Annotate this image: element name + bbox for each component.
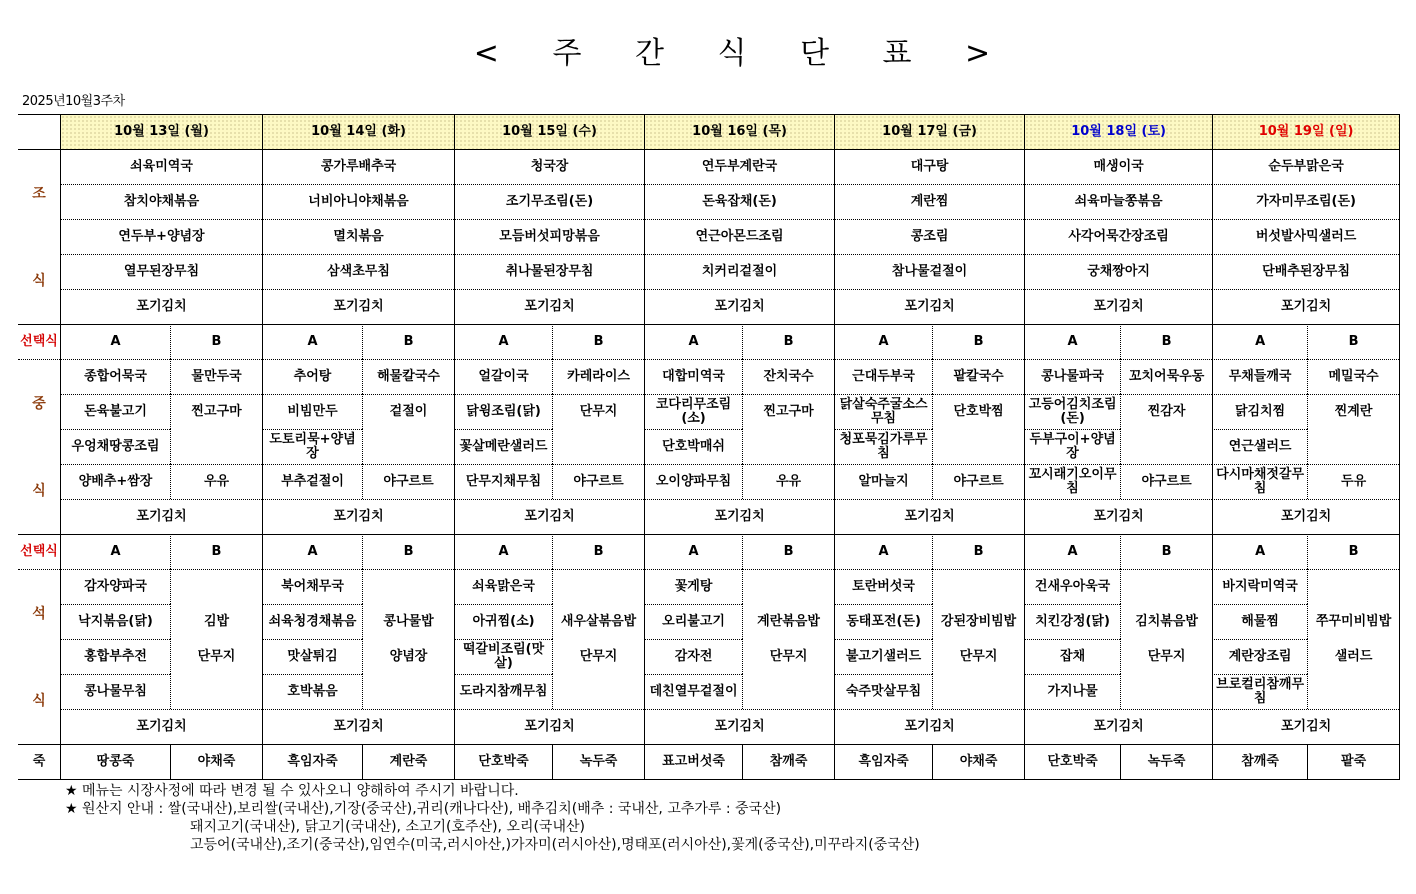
lunch-label (18, 359, 60, 534)
day-header: 10월 18일 (토) (1024, 114, 1212, 149)
lunch-option-b-item: 찐고구마 (742, 394, 834, 429)
lunch-option-a-item: 돈육불고기 (60, 394, 170, 429)
breakfast-item: 연두부계란국 (644, 149, 834, 184)
dinner-option-a-item: 토란버섯국 (834, 569, 932, 604)
dinner-option-b-item (362, 569, 454, 604)
lunch-row (18, 464, 1399, 499)
lunch-option-b-item: 팥칼국수 (932, 359, 1024, 394)
breakfast-item: 포기김치 (644, 289, 834, 324)
lunch-kimchi: 포기김치 (1024, 499, 1212, 534)
dinner-option-b-item (170, 674, 262, 709)
dinner-option-b-item (1307, 569, 1399, 604)
lunch-kimchi: 포기김치 (262, 499, 454, 534)
dinner-option-a-item: 불고기샐러드 (834, 639, 932, 674)
dinner-kimchi: 포기김치 (834, 709, 1024, 744)
day-header: 10월 15일 (수) (454, 114, 644, 149)
dinner-option-b-item: 계란볶음밥 (742, 604, 834, 639)
lunch-label-char: 중 (32, 395, 46, 412)
dinner-option-b-item: 샐러드 (1307, 639, 1399, 674)
porridge-b: 계란죽 (362, 744, 454, 779)
porridge-b: 녹두죽 (1120, 744, 1212, 779)
dinner-kimchi-row (18, 709, 1399, 744)
dinner-option-b-item (1120, 569, 1212, 604)
breakfast-item: 쇠육미역국 (60, 149, 262, 184)
lunch-option-b-item: 꼬치어묵우동 (1120, 359, 1212, 394)
breakfast-row (18, 254, 1399, 289)
option-b-label: B (742, 534, 834, 569)
dinner-option-b-item: 김치볶음밥 (1120, 604, 1212, 639)
option-a-label: A (1212, 534, 1307, 569)
dinner-option-a-item: 계란장조림 (1212, 639, 1307, 674)
dinner-kimchi: 포기김치 (454, 709, 644, 744)
dinner-option-a-item: 건새우아욱국 (1024, 569, 1120, 604)
lunch-option-a-item: 양배추+쌈장 (60, 464, 170, 499)
lunch-option-a-item: 근대두부국 (834, 359, 932, 394)
porridge-b: 참깨죽 (742, 744, 834, 779)
dinner-option-b-item (1120, 674, 1212, 709)
lunch-option-a-item: 우엉채땅콩조림 (60, 429, 170, 464)
lunch-option-b-item: 찐고구마 (170, 394, 262, 429)
breakfast-item: 포기김치 (834, 289, 1024, 324)
dinner-option-b-item: 단무지 (552, 639, 644, 674)
dinner-option-a-item: 맛살튀김 (262, 639, 362, 674)
weekly-menu-table (18, 114, 1400, 780)
option-b-label: B (742, 324, 834, 359)
origin-info: ★ 원산지 안내 : 쌀(국내산),보리쌀(국내산),기장(중국산),귀리(캐나다산), 배추김치(배추 : 국내산, 고추가루 : 중국산) (65, 801, 782, 817)
dinner-option-b-item: 단무지 (1120, 639, 1212, 674)
dinner-option-a-item: 치킨강정(닭) (1024, 604, 1120, 639)
porridge-a: 흑임자죽 (262, 744, 362, 779)
breakfast-item: 포기김치 (1212, 289, 1399, 324)
lunch-option-a-item: 알마늘지 (834, 464, 932, 499)
breakfast-item: 참나물겉절이 (834, 254, 1024, 289)
lunch-option-a-item: 닭김치찜 (1212, 394, 1307, 429)
option-b-label: B (932, 324, 1024, 359)
option-a-label: A (60, 534, 170, 569)
dinner-option-a-item: 바지락미역국 (1212, 569, 1307, 604)
breakfast-row (18, 149, 1399, 184)
dinner-option-a-item: 도라지참깨무침 (454, 674, 552, 709)
lunch-option-b-item (170, 429, 262, 464)
breakfast-item: 궁채짱아지 (1024, 254, 1212, 289)
dinner-kimchi: 포기김치 (1024, 709, 1212, 744)
lunch-option-a-item: 고등어김치조림(돈) (1024, 394, 1120, 429)
breakfast-item: 모듬버섯피망볶음 (454, 219, 644, 254)
lunch-option-a-item: 콩나물파국 (1024, 359, 1120, 394)
breakfast-item: 순두부맑은국 (1212, 149, 1399, 184)
dinner-option-a-item: 북어채무국 (262, 569, 362, 604)
option-a-label: A (454, 534, 552, 569)
dinner-row (18, 569, 1399, 604)
lunch-kimchi: 포기김치 (644, 499, 834, 534)
breakfast-row (18, 219, 1399, 254)
lunch-option-a-item: 단호박매쉬 (644, 429, 742, 464)
dinner-option-a-item: 아귀찜(소) (454, 604, 552, 639)
dinner-option-a-item: 브로컬리참깨무침 (1212, 674, 1307, 709)
dinner-option-b-item: 단무지 (742, 639, 834, 674)
day-header: 10월 13일 (월) (60, 114, 262, 149)
lunch-option-a-item: 코다리무조림(소) (644, 394, 742, 429)
dinner-option-a-item: 쇠육청경채볶음 (262, 604, 362, 639)
dinner-option-a-item: 낙지볶음(닭) (60, 604, 170, 639)
dinner-label-char: 석 (32, 605, 46, 622)
breakfast-item: 열무된장무침 (60, 254, 262, 289)
dinner-option-a-item: 떡갈비조림(맛살) (454, 639, 552, 674)
lunch-option-a-item: 부추겉절이 (262, 464, 362, 499)
lunch-option-a-item: 무채들깨국 (1212, 359, 1307, 394)
dinner-option-b-item (932, 569, 1024, 604)
porridge-a: 단호박죽 (454, 744, 552, 779)
option-b-label: B (170, 534, 262, 569)
lunch-option-b-item: 해물칼국수 (362, 359, 454, 394)
porridge-a: 땅콩죽 (60, 744, 170, 779)
corner-cell (18, 114, 60, 149)
option-a-label: A (454, 324, 552, 359)
option-b-label: B (1120, 534, 1212, 569)
breakfast-label-char: 조 (32, 185, 46, 202)
lunch-option-a-item: 대합미역국 (644, 359, 742, 394)
lunch-option-a-item: 두부구이+양념장 (1024, 429, 1120, 464)
option-a-label: A (1024, 534, 1120, 569)
lunch-kimchi: 포기김치 (60, 499, 262, 534)
breakfast-item: 계란찜 (834, 184, 1024, 219)
dinner-option-a-item: 오리불고기 (644, 604, 742, 639)
option-a-label: A (1212, 324, 1307, 359)
breakfast-item: 콩조림 (834, 219, 1024, 254)
breakfast-label-char: 식 (32, 272, 46, 289)
dinner-option-b-item: 콩나물밥 (362, 604, 454, 639)
lunch-option-a-item: 청포묵김가루무침 (834, 429, 932, 464)
dinner-kimchi: 포기김치 (644, 709, 834, 744)
breakfast-item: 삼색초무침 (262, 254, 454, 289)
lunch-option-b-item: 메밀국수 (1307, 359, 1399, 394)
dinner-option-b-item (552, 674, 644, 709)
porridge-b: 야채죽 (932, 744, 1024, 779)
lunch-option-b-item (362, 429, 454, 464)
dinner-option-a-item: 쇠육맑은국 (454, 569, 552, 604)
lunch-option-b-item: 우유 (170, 464, 262, 499)
dinner-label (18, 569, 60, 744)
dinner-option-a-item: 호박볶음 (262, 674, 362, 709)
option-a-label: A (834, 534, 932, 569)
lunch-option-a-item: 도토리묵+양념장 (262, 429, 362, 464)
porridge-a: 참깨죽 (1212, 744, 1307, 779)
dinner-option-a-item: 콩나물무침 (60, 674, 170, 709)
lunch-option-b-item (1120, 429, 1212, 464)
lunch-option-b-item (742, 429, 834, 464)
breakfast-item: 참치야채볶음 (60, 184, 262, 219)
lunch-option-a-item: 비빔만두 (262, 394, 362, 429)
dinner-option-b-item (552, 569, 644, 604)
breakfast-item: 단배추된장무침 (1212, 254, 1399, 289)
dinner-kimchi: 포기김치 (60, 709, 262, 744)
dinner-option-a-item: 숙주맛살무침 (834, 674, 932, 709)
dinner-option-b-item: 새우살볶음밥 (552, 604, 644, 639)
porridge-a: 표고버섯죽 (644, 744, 742, 779)
option-b-label: B (362, 324, 454, 359)
day-header: 10월 17일 (금) (834, 114, 1024, 149)
lunch-option-b-item: 찐감자 (1120, 394, 1212, 429)
breakfast-row (18, 184, 1399, 219)
lunch-option-a-item: 종합어묵국 (60, 359, 170, 394)
header-row (18, 114, 1399, 149)
option-b-label: B (1307, 534, 1399, 569)
lunch-option-a-item: 연근샐러드 (1212, 429, 1307, 464)
select-row (18, 324, 1399, 359)
breakfast-item: 멸치볶음 (262, 219, 454, 254)
option-b-label: B (362, 534, 454, 569)
option-b-label: B (1307, 324, 1399, 359)
option-b-label: B (552, 324, 644, 359)
dinner-kimchi: 포기김치 (262, 709, 454, 744)
breakfast-item: 대구탕 (834, 149, 1024, 184)
option-a-label: A (644, 324, 742, 359)
dinner-label-char: 식 (32, 692, 46, 709)
dinner-option-b-item: 강된장비빔밥 (932, 604, 1024, 639)
breakfast-item: 매생이국 (1024, 149, 1212, 184)
lunch-option-b-item (552, 429, 644, 464)
dinner-row (18, 674, 1399, 709)
lunch-option-b-item (932, 429, 1024, 464)
breakfast-label-text (20, 150, 58, 324)
option-a-label: A (262, 534, 362, 569)
porridge-b: 녹두죽 (552, 744, 644, 779)
lunch-option-b-item (1307, 429, 1399, 464)
notice-text: ★ 메뉴는 시장사정에 따라 변경 될 수 있사오니 양해하여 주시기 바랍니다. (65, 783, 519, 799)
lunch-option-a-item: 닭윙조림(닭) (454, 394, 552, 429)
day-header: 10월 19일 (일) (1212, 114, 1399, 149)
dinner-option-a-item: 해물찜 (1212, 604, 1307, 639)
lunch-option-b-item: 단무지 (552, 394, 644, 429)
dinner-option-b-item (1307, 674, 1399, 709)
breakfast-item: 치커리겉절이 (644, 254, 834, 289)
porridge-row (18, 744, 1399, 779)
dinner-option-b-item: 양념장 (362, 639, 454, 674)
week-label: 2025년10월3주차 (22, 94, 125, 109)
porridge-a: 흑임자죽 (834, 744, 932, 779)
option-a-label: A (644, 534, 742, 569)
lunch-option-a-item: 다시마채젓갈무침 (1212, 464, 1307, 499)
lunch-option-a-item: 닭살숙주굴소스무침 (834, 394, 932, 429)
breakfast-item: 사각어묵간장조림 (1024, 219, 1212, 254)
dinner-option-a-item: 동태포전(돈) (834, 604, 932, 639)
lunch-option-b-item: 물만두국 (170, 359, 262, 394)
lunch-kimchi: 포기김치 (834, 499, 1024, 534)
dinner-option-b-item (170, 569, 262, 604)
dinner-option-b-item (362, 674, 454, 709)
option-a-label: A (834, 324, 932, 359)
breakfast-item: 조기무조림(돈) (454, 184, 644, 219)
dinner-option-b-item: 쭈꾸미비빔밥 (1307, 604, 1399, 639)
lunch-option-b-item: 겉절이 (362, 394, 454, 429)
breakfast-item: 청국장 (454, 149, 644, 184)
breakfast-item: 포기김치 (454, 289, 644, 324)
notes (65, 782, 920, 854)
dinner-option-b-item (742, 569, 834, 604)
dinner-option-a-item: 감자전 (644, 639, 742, 674)
lunch-label-char: 식 (32, 482, 46, 499)
breakfast-item: 너비아니야채볶음 (262, 184, 454, 219)
lunch-option-b-item: 야구르트 (552, 464, 644, 499)
dinner-option-a-item: 홍합부추전 (60, 639, 170, 674)
lunch-option-a-item: 오이양파무침 (644, 464, 742, 499)
dinner-option-b-item: 단무지 (170, 639, 262, 674)
lunch-option-b-item: 두유 (1307, 464, 1399, 499)
dinner-label-text (20, 570, 58, 744)
lunch-option-a-item: 얼갈이국 (454, 359, 552, 394)
breakfast-item: 포기김치 (262, 289, 454, 324)
lunch-option-b-item: 야구르트 (362, 464, 454, 499)
porridge-b: 팥죽 (1307, 744, 1399, 779)
select-label: 선택식 (18, 534, 60, 569)
option-b-label: B (1120, 324, 1212, 359)
breakfast-item: 가자미무조림(돈) (1212, 184, 1399, 219)
lunch-option-b-item: 단호박찜 (932, 394, 1024, 429)
lunch-row (18, 394, 1399, 429)
dinner-option-b-item: 단무지 (932, 639, 1024, 674)
dinner-option-a-item: 데친열무겉절이 (644, 674, 742, 709)
dinner-option-b-item (742, 674, 834, 709)
lunch-kimchi-row (18, 499, 1399, 534)
dinner-option-b-item (932, 674, 1024, 709)
dinner-option-b-item: 김밥 (170, 604, 262, 639)
breakfast-item: 버섯발사믹샐러드 (1212, 219, 1399, 254)
day-header: 10월 16일 (목) (644, 114, 834, 149)
breakfast-label (18, 149, 60, 324)
option-a-label: A (60, 324, 170, 359)
option-a-label: A (262, 324, 362, 359)
lunch-option-b-item: 야구르트 (932, 464, 1024, 499)
porridge-label: 죽 (18, 744, 60, 779)
breakfast-item: 쇠육마늘쫑볶음 (1024, 184, 1212, 219)
porridge-b: 야채죽 (170, 744, 262, 779)
dinner-option-a-item: 잡채 (1024, 639, 1120, 674)
option-a-label: A (1024, 324, 1120, 359)
lunch-option-a-item: 단무지채무침 (454, 464, 552, 499)
lunch-option-a-item: 꼬시래기오이무침 (1024, 464, 1120, 499)
lunch-row (18, 359, 1399, 394)
breakfast-item: 연두부+양념장 (60, 219, 262, 254)
porridge-a: 단호박죽 (1024, 744, 1120, 779)
lunch-option-a-item: 추어탕 (262, 359, 362, 394)
breakfast-item: 돈육잡채(돈) (644, 184, 834, 219)
breakfast-item: 콩가루배추국 (262, 149, 454, 184)
dinner-kimchi: 포기김치 (1212, 709, 1399, 744)
lunch-option-b-item: 찐계란 (1307, 394, 1399, 429)
breakfast-row (18, 289, 1399, 324)
origin-info-meat: 돼지고기(국내산), 닭고기(국내산), 소고기(호주산), 오리(국내산) (190, 819, 585, 835)
select-row (18, 534, 1399, 569)
lunch-label-text (20, 360, 58, 534)
lunch-kimchi: 포기김치 (454, 499, 644, 534)
day-header: 10월 14일 (화) (262, 114, 454, 149)
dinner-row (18, 604, 1399, 639)
origin-info-fish: 고등어(국내산),조기(중국산),임연수(미국,러시아산,)가자미(러시아산),명태포(러시아산),꽃게(중국산),미꾸라지(중국산) (190, 837, 920, 853)
breakfast-item: 연근아몬드조림 (644, 219, 834, 254)
lunch-option-b-item: 카레라이스 (552, 359, 644, 394)
lunch-row (18, 429, 1399, 464)
page-title: < 주 간 식 단 표 > (473, 36, 1013, 71)
select-label: 선택식 (18, 324, 60, 359)
breakfast-item: 포기김치 (60, 289, 262, 324)
lunch-option-b-item: 잔치국수 (742, 359, 834, 394)
dinner-option-a-item: 꽃게탕 (644, 569, 742, 604)
lunch-option-b-item: 야구르트 (1120, 464, 1212, 499)
dinner-row (18, 639, 1399, 674)
option-b-label: B (932, 534, 1024, 569)
breakfast-item: 포기김치 (1024, 289, 1212, 324)
option-b-label: B (170, 324, 262, 359)
lunch-option-a-item: 꽃살메란샐러드 (454, 429, 552, 464)
option-b-label: B (552, 534, 644, 569)
dinner-option-a-item: 가지나물 (1024, 674, 1120, 709)
breakfast-item: 취나물된장무침 (454, 254, 644, 289)
dinner-option-a-item: 감자양파국 (60, 569, 170, 604)
lunch-option-b-item: 우유 (742, 464, 834, 499)
lunch-kimchi: 포기김치 (1212, 499, 1399, 534)
